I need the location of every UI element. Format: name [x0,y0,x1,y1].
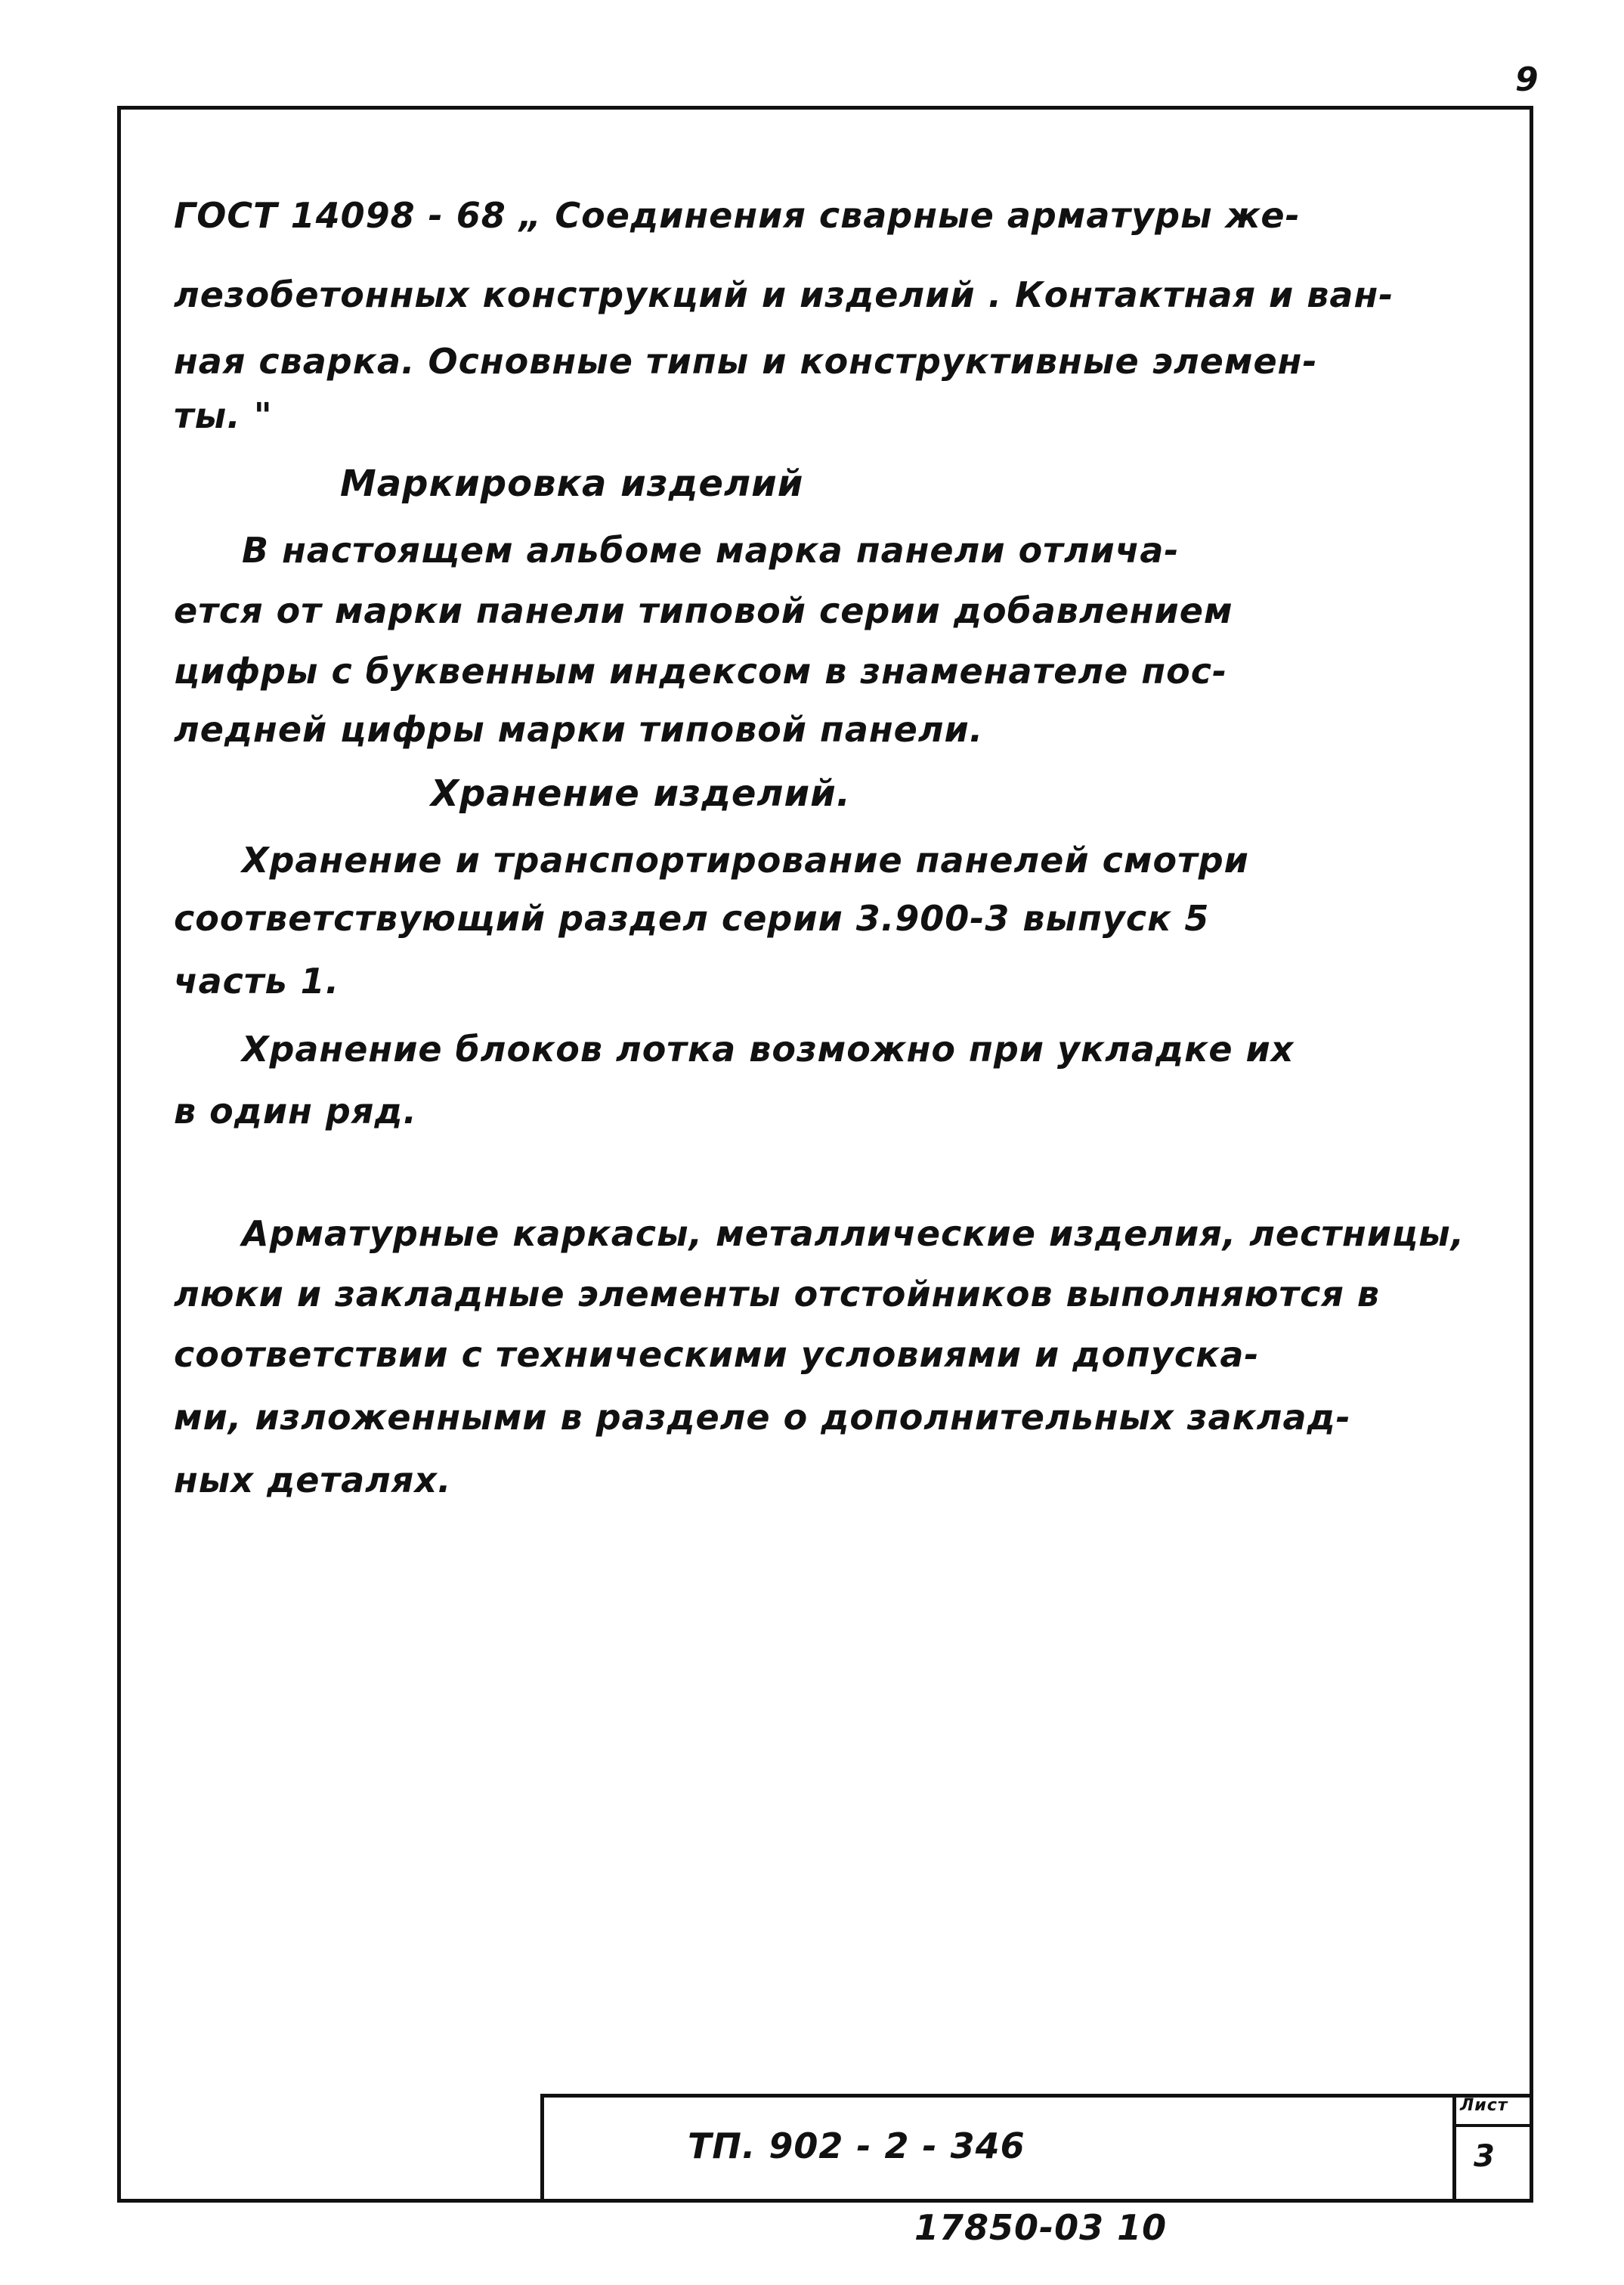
inventory-number: 17850-03 10 [914,2207,1168,2248]
section-heading-marking: Маркировка изделий [340,463,804,505]
text-line: ных деталях. [174,1460,452,1500]
sheet-label: Лист [1460,2096,1508,2115]
section-heading-storage: Хранение изделий. [431,773,852,815]
sheet-number: 3 [1474,2139,1496,2174]
text-line: в один ряд. [174,1091,417,1132]
page-number: 9 [1515,60,1539,99]
text-line: Арматурные каркасы, металлические изделия, лестницы, [242,1213,1465,1254]
text-line: лезобетонных конструкций и изделий . Контактная и ван- [174,274,1394,315]
text-line: ми, изложенными в разделе о дополнительных заклад- [174,1397,1351,1438]
text-line: люки и закладные элементы отстойников выполняются в [174,1274,1380,1314]
sheet-box-divider [1452,2124,1533,2127]
text-line: Хранение и транспортирование панелей смотри [242,840,1249,881]
text-line: В настоящем альбоме марка панели отлича- [242,530,1180,571]
text-line: цифры с буквенным индексом в знаменателе пос- [174,651,1228,692]
text-line: ГОСТ 14098 - 68 „ Соединения сварные арматуры же- [174,195,1301,236]
text-line: Хранение блоков лотка возможно при укладке их [242,1029,1295,1070]
text-line: соответствии с техническими условиями и допуска- [174,1334,1260,1375]
text-line: соответствующий раздел серии 3.900-3 выпуск 5 [174,898,1210,939]
text-line: ледней цифры марки типовой панели. [174,709,984,750]
text-line: ная сварка. Основные типы и конструктивные элемен- [174,341,1318,382]
text-line: часть 1. [174,961,340,1002]
drawing-frame [117,106,1533,2203]
text-line: ты. " [174,395,273,436]
document-designation: ТП. 902 - 2 - 346 [688,2126,1025,2166]
text-line: ется от марки панели типовой серии добавлением [174,590,1233,631]
